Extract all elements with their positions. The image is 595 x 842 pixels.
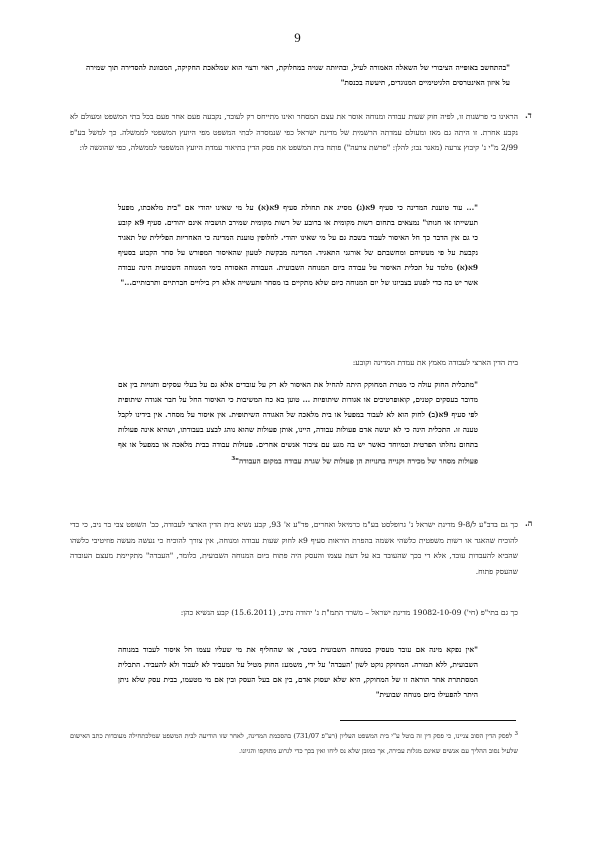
para-last: כך גם בתי"פ (חי') 19082-10-09 מדינת ישראל – משרד התמ"ת נ' יהודה נתיב, (15.6.2011) קבע הנשיא כהן:: [180, 608, 518, 617]
footnote: [70, 727, 518, 759]
para-d-label: ד.: [525, 110, 532, 120]
footnote-ref: 3: [231, 456, 236, 462]
quote-qibbutz-tsora: "... עוד טוענת המדינה כי סעיף 9א(ג) מסייג את תחולת סעיף 9א(א) על מי שאינו יהודי אם "בית מלאכתו, מפעל תעשייתו או חנותו" נמצאים בתחום רשות מקומית או ברובע של רשות מקומית שמירב תושביה אינם יהודים. סעיף 9א קובע כי גם אין הדבר כך חל האיסור לעבוד בשבת גם על מי שאינו יהודי. לחלופין טוענת המדינה כי האחריות הפלילית של תאגיד נקבעת על פי מעשיהם ומחשבתם של אורגני התאגיד. המדינה מבקשת לטעון שהאיסור המפורש על סחר הקבוע בסעיף 9א(א) מלמד על תכלית האיסור על עבודה ביום המנוחה השבועית. העבודה האסורה בימי המנוחה השבועית הינה עבודה אשר יש בה כדי לפגוע בצביונו של יום המנוחה כיום שלא מתקיים בו מסחר ותעשייה אלא רק בילויים חברתיים ותרבותיים...": [118, 203, 478, 287]
footnote-text: לפסק הדין הסוב צניינו, כי פסק דין זה בוטל ע"י בית המשפט העליון (רע"פ 731/07) בהסכמת המדינה, לאחר שזו הודיעה לבית המשפט שמלכתחילה מעובדות כתב האישום שלעיל נסוב ההליך עם אנשים שאינם מגלות עבירה, אך כמובן שלא נס ליחו ואין בכך כדי לגרוע מתוקפו והגיונו.: [70, 732, 518, 756]
footnote-divider: [340, 720, 516, 721]
para-h: כך גם בדב"ע ל/9-8 מדינת ישראל נ' גרופלסט בע"מ כרמיאל ואחרים, פד"ע א' 93, קבע נשיא בית הדין הארצי לעבודה, כב' השופט צבי בר ניב, כי כדי להוכיח שהאגד או רשות משפטית כלשהי אשמה בהפרת הוראות סעיף 9א לחוק שעות עבודה ומנוחה, אין צורך להוכיח כי נעשה מעשה פוזיטיבי כלשהו שהביא להעבדות עובד, אלא די בכך שהעובד בא על דעת עצמו והעסק היה פתוח ביום המנוחה השבועית, כלומר, "העבדה" מתקיימת מעצם העובדה שהעסק פתוח.: [70, 520, 518, 576]
labor-court-intro: בית הדין הארצי לעבודה מאמץ את עמדת המדינה וקובע:: [352, 358, 518, 367]
para-d: הראינו כי פרשנות זו, לפיה חוק שעות עבודה ומנוחה אוסר את עצם המסחר ואינו מתייחס רק לעובד, נקבעה פעם אחר פעם בכל בתי המשפט ומעולם לא נקבע אחרת. זו היתה גם מאז ומעולם עמדתה הרשמית של מדינת ישראל כפי שנמסרה לבתי המשפט מפי היועץ המשפטי לממשלה. כך למשל בע"פ 2/99 מ"י נ' קיבוץ צרעה (מאגר נבו; להלן: "פרשת צרעה") פותח בית המשפט את פסק הדין בתיאור עמדת היועץ המשפטי לממשלה, כפי שהוגשה לו:: [70, 112, 518, 152]
quote-natif: "אין נפקא מינה אם עובד מעסיק במנוחה השבועית בשכר, או שהחליף את מי שעליו עצמו חל איסור לעבוד במנוחה השבועית, ללא תמורה. המחוקק נוקט לשון 'העבדה' על ידי, משמע: החוק מטיל על המעביד לא לעבוד ולא להעביד. התכלית המסתתרת אחר הוראה זו של המחוקק, היא שלא יעסוק אדם, בין אם בעל העסק ובין אם מי מטעמו, בבית עסק שלא ניתן היתר להפעילו ביום מנוחה שבועית": [118, 645, 478, 699]
footnote-number: 3: [514, 731, 518, 737]
quote-labor-court-text: "מתכלית החוק עולה כי מטרת המחוקק היתה להחיל את האיסור לא רק על עובדים אלא גם על בעלי עסקים וחנויות בין אם מדובר בעסקים קטנים, קואופרטיבים או אגודות שיתופיות ... טוען בא כח המשיבות כי האיסור החל על חבר אגודה שיתופית לפי סעיף 9א(ב) לחוק הוא לא לעבוד במפעל או בית מלאכה של האגודה השיתופית. אין איסור על מסחר. אין בידינו לקבל טענה זו. התכלית הינה כי לא יעשה אדם פעולות עבודה, היינו, אותן פעולות שהוא נוהג לבצע בעבודתו, ושהיא אינה פעולות בתחום נחלתו הפרטית וכמיוחד כאשר יש בה מגע עם ציבור אנשים אחרים. פעולות עבודה בבית מלאכה או במפעל או אף פעולות מסחר של מכירה וקנייה בחנויות הן פעולות של שגרת עבודה במקום העבודה": [118, 380, 478, 466]
quote-labor-court: [118, 377, 478, 468]
para-h-label: ה.: [525, 518, 533, 528]
page-number: 9: [294, 30, 301, 45]
top-quote: "בהתחשב באופייה הציבורי של השאלה האמורה לעיל, ובהיותה שנויה במחלוקת, ראוי ורצוי הוא שמלאכת החקיקה, המכוונת להסדירה תוך שמירה על איזון האינטרסים הלגיטימיים המנוגדים, תיעשה בכנסת": [86, 63, 510, 87]
